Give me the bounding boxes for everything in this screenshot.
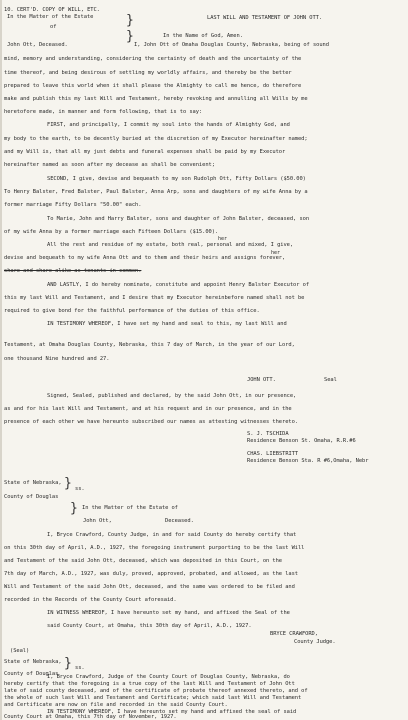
will-line: I, John Ott of Omaha Douglas County, Nebraska, being of sound (134, 42, 329, 48)
will-line: mind, memory and understanding, considering the certainty of death and the uncertainty of the (4, 56, 302, 62)
cert-state: State of Nebraska, (4, 659, 62, 665)
will-line-struck: share and share alike as tenants in common. (4, 268, 142, 274)
will-line: former marriage Fifty Dollars "50.00" each. (4, 202, 142, 208)
will-line: of my wife Anna by a former marriage each Fifteen Dollars ($15.00). (4, 229, 219, 235)
matter-of-label: In the Matter of the Estate (7, 14, 94, 20)
deceased-label: John Ott, Deceased. (7, 42, 68, 48)
cert-seal: (Seal) (10, 648, 30, 654)
cert-line: hereby certify that the foregoing is a true copy of the last Will and Testament of John Ott (4, 681, 295, 687)
probate-matter-3: Deceased. (165, 518, 194, 524)
will-line: devise and bequeath to my wife Anna Ott and to them and their heirs and assigns forever, (4, 255, 286, 261)
probate-line: Will and Testament of the said John Ott, deceased, and the same was ordered to be filed and (4, 584, 295, 590)
cert-county: County of Douglas (4, 671, 59, 677)
testator-signature: JOHN OTT. (247, 377, 276, 383)
probate-line: on this 30th day of April, A.D., 1927, the foregoing instrument purporting to be the last Will (4, 545, 305, 551)
brace-probate-state: } (64, 476, 72, 491)
will-line: Testament, at Omaha Douglas County, Nebraska, this 7 day of March, in the year of our Lord, (4, 342, 295, 348)
brace-header-bottom: } (126, 29, 134, 44)
signature-seal: Seal (324, 377, 337, 383)
of-label: of (50, 24, 57, 30)
will-line: To Henry Balster, Fred Balster, Paul Balster, Anna Arp, sons and daughters of my wife Anna by a (4, 189, 308, 195)
probate-line: IN WITNESS WHEREOF, I have hereunto set my hand, and affixed the Seal of the (47, 610, 290, 616)
probate-line: said County Court, at Omaha, this 30th day of April, A.D., 1927. (47, 623, 252, 629)
will-line: FIRST, and principally, I commit my soul into the hands of Almighty God, and (47, 122, 290, 128)
brace-cert-state: } (64, 656, 72, 671)
probate-line: recorded in the Records of the County Court aforesaid. (4, 597, 177, 603)
will-line: prepared to leave this world when it shall please the Almighty to call me hence, do therefore (4, 83, 302, 89)
page-edge (0, 0, 2, 720)
cert-line: and Certificate are now on file and recorded in the said County Court. (4, 702, 228, 708)
will-line: my body to the earth, to be decently buried at the discretion of my Executor hereinafter named; (4, 136, 308, 142)
will-line: and my Will is, that all my just debts and funeral expenses shall be paid by my Executor (4, 149, 286, 155)
probate-county: County of Douglas (4, 494, 59, 500)
will-line: required to give bond for the faithful performance of the duties of this office. (4, 308, 260, 314)
probate-line: I, Bryce Crawford, County Judge, in and for said County do hereby certify that (47, 532, 297, 538)
will-line: In the Name of God, Amen. (163, 33, 243, 39)
cert-line: the whole of such last Will and Testament and Certificate; which said last Will and Testament (4, 695, 302, 701)
insert-her-1: her (218, 236, 228, 242)
cert-line: I, Bryce Crawford, Judge of the County Court of Douglas County, Nebraska, do (47, 674, 290, 680)
will-line: All the rest and residue of my estate, both real, personal and mixed, I give, (47, 242, 294, 248)
will-line: time thereof, and being desirous of settling my worldly affairs, and thereby be the better (4, 70, 292, 76)
witness-2-name: CHAS. LIEBSTRITT (247, 451, 299, 457)
probate-matter-2: John Ott, (83, 518, 112, 524)
cert-ss: ss. (75, 665, 85, 671)
attest-line: Signed, Sealed, published and declared, by the said John Ott, in our presence, (47, 393, 297, 399)
will-line: AND LASTLY, I do hereby nominate, constitute and appoint Henry Balster Executor of (47, 282, 310, 288)
probate-line: 7th day of March, A.D., 1927, was duly, proved, approved, probated, and allowed, as the last (4, 571, 298, 577)
attest-line: as and for his last Will and Testament, and at his request and in our presence, and in the (4, 406, 292, 412)
witness-1-residence: Residence Benson St. Omaha, R.R.#6 (247, 438, 356, 444)
will-title: LAST WILL AND TESTAMENT OF JOHN OTT. (207, 15, 323, 21)
probate-judge-title: County Judge. (294, 639, 336, 645)
probate-matter-1: In the Matter of the Estate of (82, 505, 178, 511)
insert-her-2: her (271, 250, 281, 256)
will-line: make and publish this my last Will and Testament, hereby revoking and annulling all Wills by me (4, 96, 308, 102)
doc-number: 10. CERT'D. COPY OF WILL, ETC. (4, 7, 100, 13)
cert-line: IN TESTIMONY WHEREOF, I have hereunto set my hand and affixed the seal of said (47, 709, 297, 715)
brace-header-top: } (126, 13, 134, 28)
attest-line: presence of each other we have hereunto subscribed our names as attesting witnesses thereto. (4, 419, 298, 425)
will-line: hereinafter named as soon after my decease as shall be convenient; (4, 162, 215, 168)
will-line: IN TESTIMONY WHEREOF, I have set my hand and seal to this, my last Will and (47, 321, 287, 327)
probate-judge: BRYCE CRAWFORD, (270, 631, 318, 637)
witness-1-name: S. J. TSCHIDA (247, 431, 289, 437)
brace-probate-matter: } (70, 501, 78, 516)
probate-state: State of Nebraska, (4, 480, 62, 486)
will-line: one thousand Nine hundred and 27. (4, 356, 110, 362)
will-line: heretofore made, in manner and form following, that is to say: (4, 109, 203, 115)
will-line: this my last Will and Testament, and I desire that my Executor hereinbefore named shall not be (4, 295, 305, 301)
cert-line: County Court at Omaha, this 7th day of November, 1927. (4, 714, 177, 720)
witness-2-residence: Residence Benson Sta. R #6,Omaha, Nebr (247, 458, 369, 464)
cert-line: late of said county deceased, and of the certificate of probate thereof annexed thereto, and of (4, 688, 308, 694)
probate-ss: ss. (75, 486, 85, 492)
will-line: SECOND, I give, devise and bequeath to my son Rudolph Ott, Fifty Dollars ($50.00) (47, 176, 306, 182)
will-line: To Marie, John and Harry Balster, sons and daughter of John Balster, deceased, son (47, 216, 310, 222)
probate-line: and Testament of the said John Ott, deceased, which was deposited in this Court, on the (4, 558, 283, 564)
